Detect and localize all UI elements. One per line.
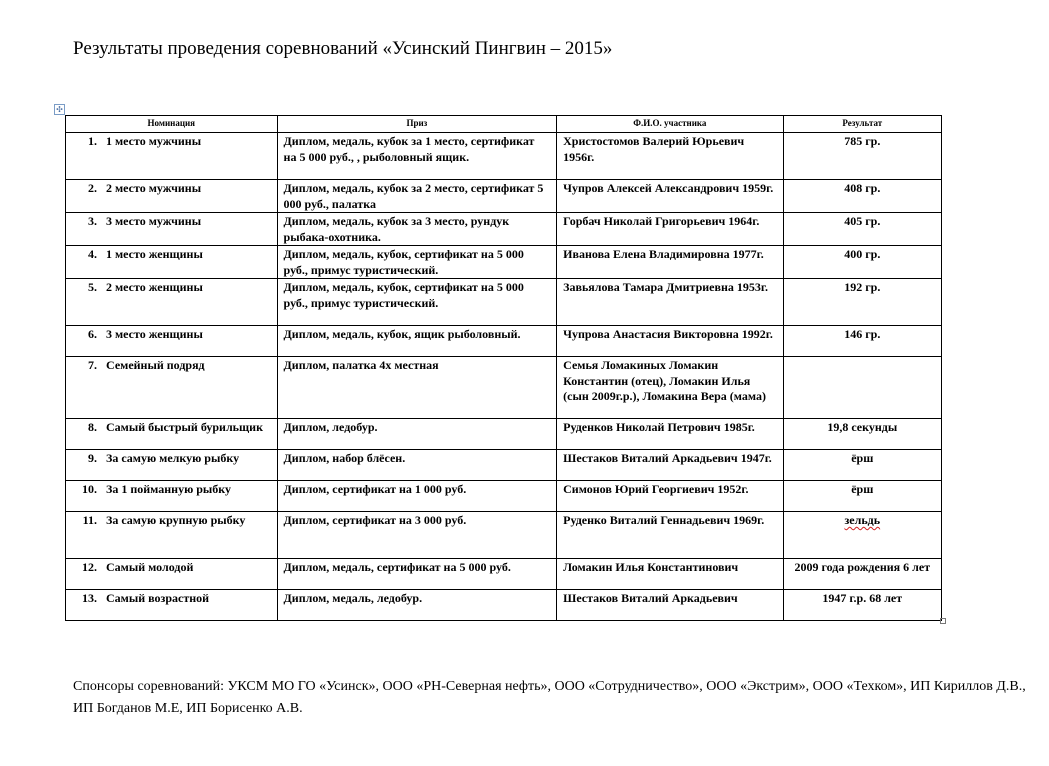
table-row [66, 450, 942, 481]
row-number: 8. [88, 420, 97, 434]
table-row [66, 559, 942, 590]
row-number: 7. [88, 358, 97, 372]
participant-cell: Руденко Виталий Геннадьевич 1969г. [557, 512, 783, 559]
prize-cell: Диплом, медаль, ледобур. [277, 590, 557, 621]
prize-cell: Диплом, медаль, кубок, сертификат на 5 000 руб., примус туристический. [277, 279, 557, 326]
prize-text: Диплом, ледобур. [283, 420, 378, 434]
nomination-cell [66, 180, 278, 213]
header-participant: Ф.И.О. участника [557, 116, 783, 133]
result-cell: 2009 года рождения 6 лет [783, 559, 941, 590]
nomination-text: 3 место мужчины [106, 214, 202, 228]
prize-cell: Диплом, медаль, кубок за 3 место, рундук рыбака-охотника. [277, 213, 557, 246]
nomination-cell [66, 512, 278, 559]
sponsors-paragraph: Спонсоры соревнований: УКСМ МО ГО «Усинск», ООО «РН-Северная нефть», ООО «Сотрудничество», ООО «Экстрим», ООО «Техком», ИП Кириллов Д.В., ИП Богданов М.Е, ИП Борисенко А.В. [73, 679, 1026, 716]
document-title: Результаты проведения соревнований «Усинский Пингвин – 2015» [73, 38, 613, 59]
result-cell: ёрш [783, 450, 941, 481]
table-row [66, 279, 942, 326]
nomination-text: 3 место женщины [106, 327, 203, 341]
result-cell [783, 512, 941, 559]
participant-cell: Симонов Юрий Георгиевич 1952г. [557, 481, 783, 512]
nomination-text: Самый молодой [106, 560, 194, 574]
table-row [66, 481, 942, 512]
nomination-text: Самый быстрый бурильщик [106, 420, 263, 434]
table-row [66, 419, 942, 450]
row-number: 10. [82, 482, 97, 496]
participant-cell: Иванова Елена Владимировна 1977г. [557, 246, 783, 279]
result-text: зельдь [844, 513, 881, 527]
table-resize-handle[interactable] [940, 618, 946, 624]
table-row [66, 133, 942, 180]
result-cell [783, 357, 941, 419]
table-row [66, 213, 942, 246]
row-number: 2. [88, 181, 97, 195]
table-row [66, 512, 942, 559]
prize-cell: Диплом, медаль, кубок, ящик рыболовный. [277, 326, 557, 357]
result-cell: 400 гр. [783, 246, 941, 279]
table-row [66, 246, 942, 279]
result-cell: 1947 г.р. 68 лет [783, 590, 941, 621]
prize-cell [277, 419, 557, 450]
table-header-row [66, 116, 942, 133]
prize-cell: Диплом, медаль, кубок за 2 место, сертификат 5 000 руб., палатка [277, 180, 557, 213]
table-move-handle-icon[interactable]: ✣ [54, 104, 65, 115]
nomination-text: 2 место мужчины [106, 181, 202, 195]
row-number: 4. [88, 247, 97, 261]
participant-cell: Шестаков Виталий Аркадьевич 1947г. [557, 450, 783, 481]
nomination-cell [66, 326, 278, 357]
nomination-cell [66, 481, 278, 512]
nomination-text: За самую крупную рыбку [106, 513, 246, 527]
results-table [65, 115, 942, 621]
participant-cell: Христостомов Валерий Юрьевич 1956г. [557, 133, 783, 180]
nomination-text: За 1 пойманную рыбку [106, 482, 232, 496]
prize-cell: Диплом, медаль, сертификат на 5 000 руб. [277, 559, 557, 590]
header-nomination: Номинация [66, 116, 278, 133]
nomination-cell [66, 559, 278, 590]
row-number: 12. [82, 560, 97, 574]
result-cell: 19,8 секунды [783, 419, 941, 450]
nomination-text: 2 место женщины [106, 280, 203, 294]
row-number: 5. [88, 280, 97, 294]
result-cell: 146 гр. [783, 326, 941, 357]
prize-cell: Диплом, медаль, кубок за 1 место, сертификат на 5 000 руб., , рыболовный ящик. [277, 133, 557, 180]
nomination-cell [66, 246, 278, 279]
nomination-text: Самый возрастной [106, 591, 210, 605]
nomination-cell [66, 279, 278, 326]
result-cell: 785 гр. [783, 133, 941, 180]
participant-cell: Завьялова Тамара Дмитриевна 1953г. [557, 279, 783, 326]
result-cell: 408 гр. [783, 180, 941, 213]
nomination-text: За самую мелкую рыбку [106, 451, 240, 465]
nomination-text: 1 место мужчины [106, 134, 202, 148]
row-number: 1. [88, 134, 97, 148]
header-result: Результат [783, 116, 941, 133]
participant-cell: Шестаков Виталий Аркадьевич [557, 590, 783, 621]
header-prize: Приз [277, 116, 557, 133]
nomination-cell [66, 419, 278, 450]
participant-cell: Чупров Алексей Александрович 1959г. [557, 180, 783, 213]
prize-cell: Диплом, сертификат на 1 000 руб. [277, 481, 557, 512]
nomination-cell [66, 133, 278, 180]
prize-cell: Диплом, палатка 4х местная [277, 357, 557, 419]
row-number: 6. [88, 327, 97, 341]
participant-cell: Ломакин Илья Константинович [557, 559, 783, 590]
prize-cell: Диплом, медаль, кубок, сертификат на 5 000 руб., примус туристический. [277, 246, 557, 279]
participant-cell: Руденков Николай Петрович 1985г. [557, 419, 783, 450]
nomination-cell [66, 450, 278, 481]
table-row [66, 357, 942, 419]
table-row [66, 590, 942, 621]
result-cell: 192 гр. [783, 279, 941, 326]
participant-cell: Чупрова Анастасия Викторовна 1992г. [557, 326, 783, 357]
nomination-cell [66, 590, 278, 621]
nomination-text: Семейный подряд [106, 358, 205, 372]
participant-cell: Семья Ломакиных Ломакин Константин (отец), Ломакин Илья (сын 2009г.р.), Ломакина Вера (мама) [557, 357, 783, 419]
row-number: 13. [82, 591, 97, 605]
result-cell: ёрш [783, 481, 941, 512]
table-row [66, 326, 942, 357]
row-number: 11. [82, 513, 97, 527]
participant-cell: Горбач Николай Григорьевич 1964г. [557, 213, 783, 246]
nomination-cell [66, 213, 278, 246]
prize-cell: Диплом, сертификат на 3 000 руб. [277, 512, 557, 559]
table-row [66, 180, 942, 213]
nomination-cell [66, 357, 278, 419]
row-number: 3. [88, 214, 97, 228]
row-number: 9. [88, 451, 97, 465]
result-cell: 405 гр. [783, 213, 941, 246]
prize-cell: Диплом, набор блёсен. [277, 450, 557, 481]
nomination-text: 1 место женщины [106, 247, 203, 261]
